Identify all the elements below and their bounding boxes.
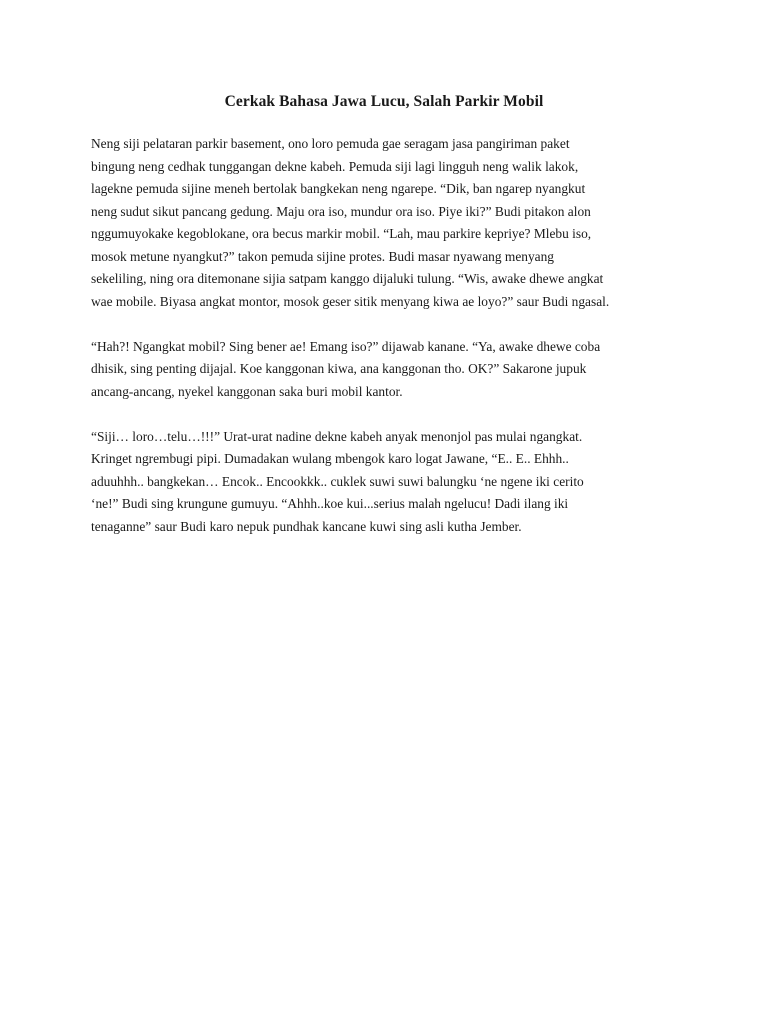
document-title: Cerkak Bahasa Jawa Lucu, Salah Parkir Mobil bbox=[224, 93, 544, 110]
text-line: sekeliling, ning ora ditemonane sijia satpam kanggo dijaluki tulung. “Wis, awake dhewe angkat bbox=[91, 271, 604, 286]
text-line: tenaganne” saur Budi karo nepuk pundhak kancane kuwi sing asli kutha Jember. bbox=[91, 518, 522, 534]
text-line: ‘ne!” Budi sing krungune gumuyu. “Ahhh..koe kui...serius malah ngelucu! Dadi ilang iki bbox=[91, 496, 569, 511]
paragraph-2 bbox=[91, 336, 691, 404]
paragraph-1 bbox=[91, 133, 691, 313]
text-line: mosok metune nyangkut?” takon pemuda sijine protes. Budi masar nyawang menyang bbox=[91, 248, 554, 264]
text-line: “Hah?! Ngangkat mobil? Sing bener ae! Emang iso?” dijawab kanane. “Ya, awake dhewe coba bbox=[91, 338, 601, 354]
text-line: dhisik, sing penting dijajal. Koe kanggonan kiwa, ana kanggonan tho. OK?” Sakarone jupuk bbox=[91, 361, 587, 376]
text-line: ancang-ancang, nyekel kanggonan saka buri mobil kantor. bbox=[91, 383, 403, 399]
text-line: Neng siji pelataran parkir basement, ono loro pemuda gae seragam jasa pangiriman paket bbox=[91, 136, 570, 151]
text-line: Kringet ngrembugi pipi. Dumadakan wulang mbengok karo logat Jawane, “E.. E.. Ehhh.. bbox=[91, 451, 569, 466]
text-line: nggumuyokake kegoblokane, ora becus markir mobil. “Lah, mau parkire kepriye? Mlebu iso, bbox=[91, 226, 592, 241]
text-line: “Siji… loro…telu…!!!” Urat-urat nadine dekne kabeh anyak menonjol pas mulai ngangkat. bbox=[91, 428, 583, 444]
text-line: lagekne pemuda sijine meneh bertolak bangkekan neng ngarepe. “Dik, ban ngarep nyangkut bbox=[91, 181, 586, 196]
document-body bbox=[91, 133, 691, 561]
text-line: aduuhhh.. bangkekan… Encok.. Encookkk.. cuklek suwi suwi balungku ‘ne ngene iki cerito bbox=[91, 473, 584, 489]
paragraph-3 bbox=[91, 426, 691, 539]
text-line: neng sudut sikut pancang gedung. Maju ora iso, mundur ora iso. Piye iki?” Budi pitakon alon bbox=[91, 203, 591, 219]
text-line: bingung neng cedhak tunggangan dekne kabeh. Pemuda siji lagi lingguh neng walik lakok, bbox=[91, 158, 579, 174]
text-line: wae mobile. Biyasa angkat montor, mosok geser sitik menyang kiwa ae loyo?” saur Budi ngasal. bbox=[91, 293, 610, 309]
